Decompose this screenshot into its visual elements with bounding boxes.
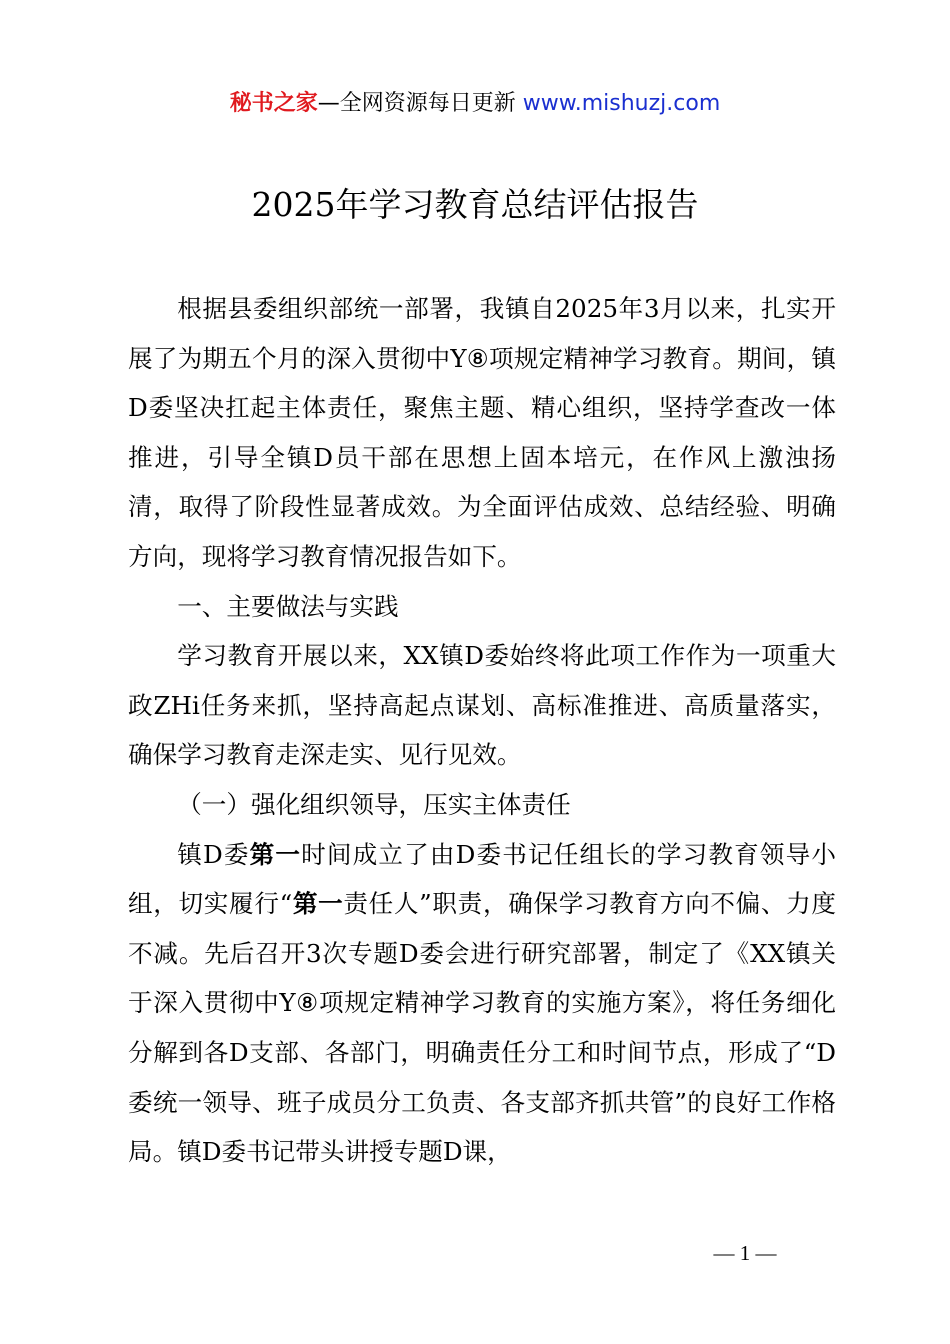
paragraph-section-1: 学习教育开展以来，XX镇D委始终将此项工作作为一项重大政ZHi任务来抓，坚持高起点谋划、高标准推进、高质量落实，确保学习教育走深走实、见行见效。 xyxy=(128,641,836,770)
text-run: 时间成立了由D委书记任组长的学习教育领导小组，切实履行“ xyxy=(128,839,836,919)
bold-text-run: 第一 xyxy=(249,839,302,869)
section-heading-1: 一、主要做法与实践 xyxy=(177,591,399,621)
subsection-heading-1: （一）强化组织领导，压实主体责任 xyxy=(177,789,571,819)
site-header xyxy=(0,88,950,120)
paragraph-intro: 根据县委组织部统一部署，我镇自2025年3月以来，扎实开展了为期五个月的深入贯彻中Y⑧项规定精神学习教育。期间，镇D委坚决扛起主体责任，聚焦主题、精心组织，坚持学查改一体推进，引导全镇D员干部在思想上固本培元，在作风上激浊扬清，取得了阶段性显著成效。为全面评估成效、总结经验、明确方向，现将学习教育情况报告如下。 xyxy=(128,294,836,571)
document-title: 2025年学习教育总结评估报告 xyxy=(251,185,699,224)
bold-text-run: 第一 xyxy=(292,889,344,919)
brand-name: 秘书之家 xyxy=(229,91,318,116)
text-run: 责任人”职责，确保学习教育方向不偏、力度不减。先后召开3次专题D委会进行研究部署，制定了《XX镇关于深入贯彻中Y⑧项规定精神学习教育的实施方案》，将任务细化分解到各D支部、各部门，明确责任分工和时间节点，形成了“D委统一领导、班子成员分工负责、各支部齐抓共管”的良好工作格局。镇D委书记带头讲授专题D课， xyxy=(128,889,836,1167)
site-url-link[interactable]: www.mishuzj.com xyxy=(522,91,721,116)
header-slogan: —全网资源每日更新 xyxy=(317,91,516,116)
text-run: 镇D委 xyxy=(177,839,250,869)
document-body xyxy=(128,284,836,1177)
page-number: — 1 — xyxy=(713,1241,777,1265)
paragraph-subsection-1 xyxy=(128,830,836,1177)
